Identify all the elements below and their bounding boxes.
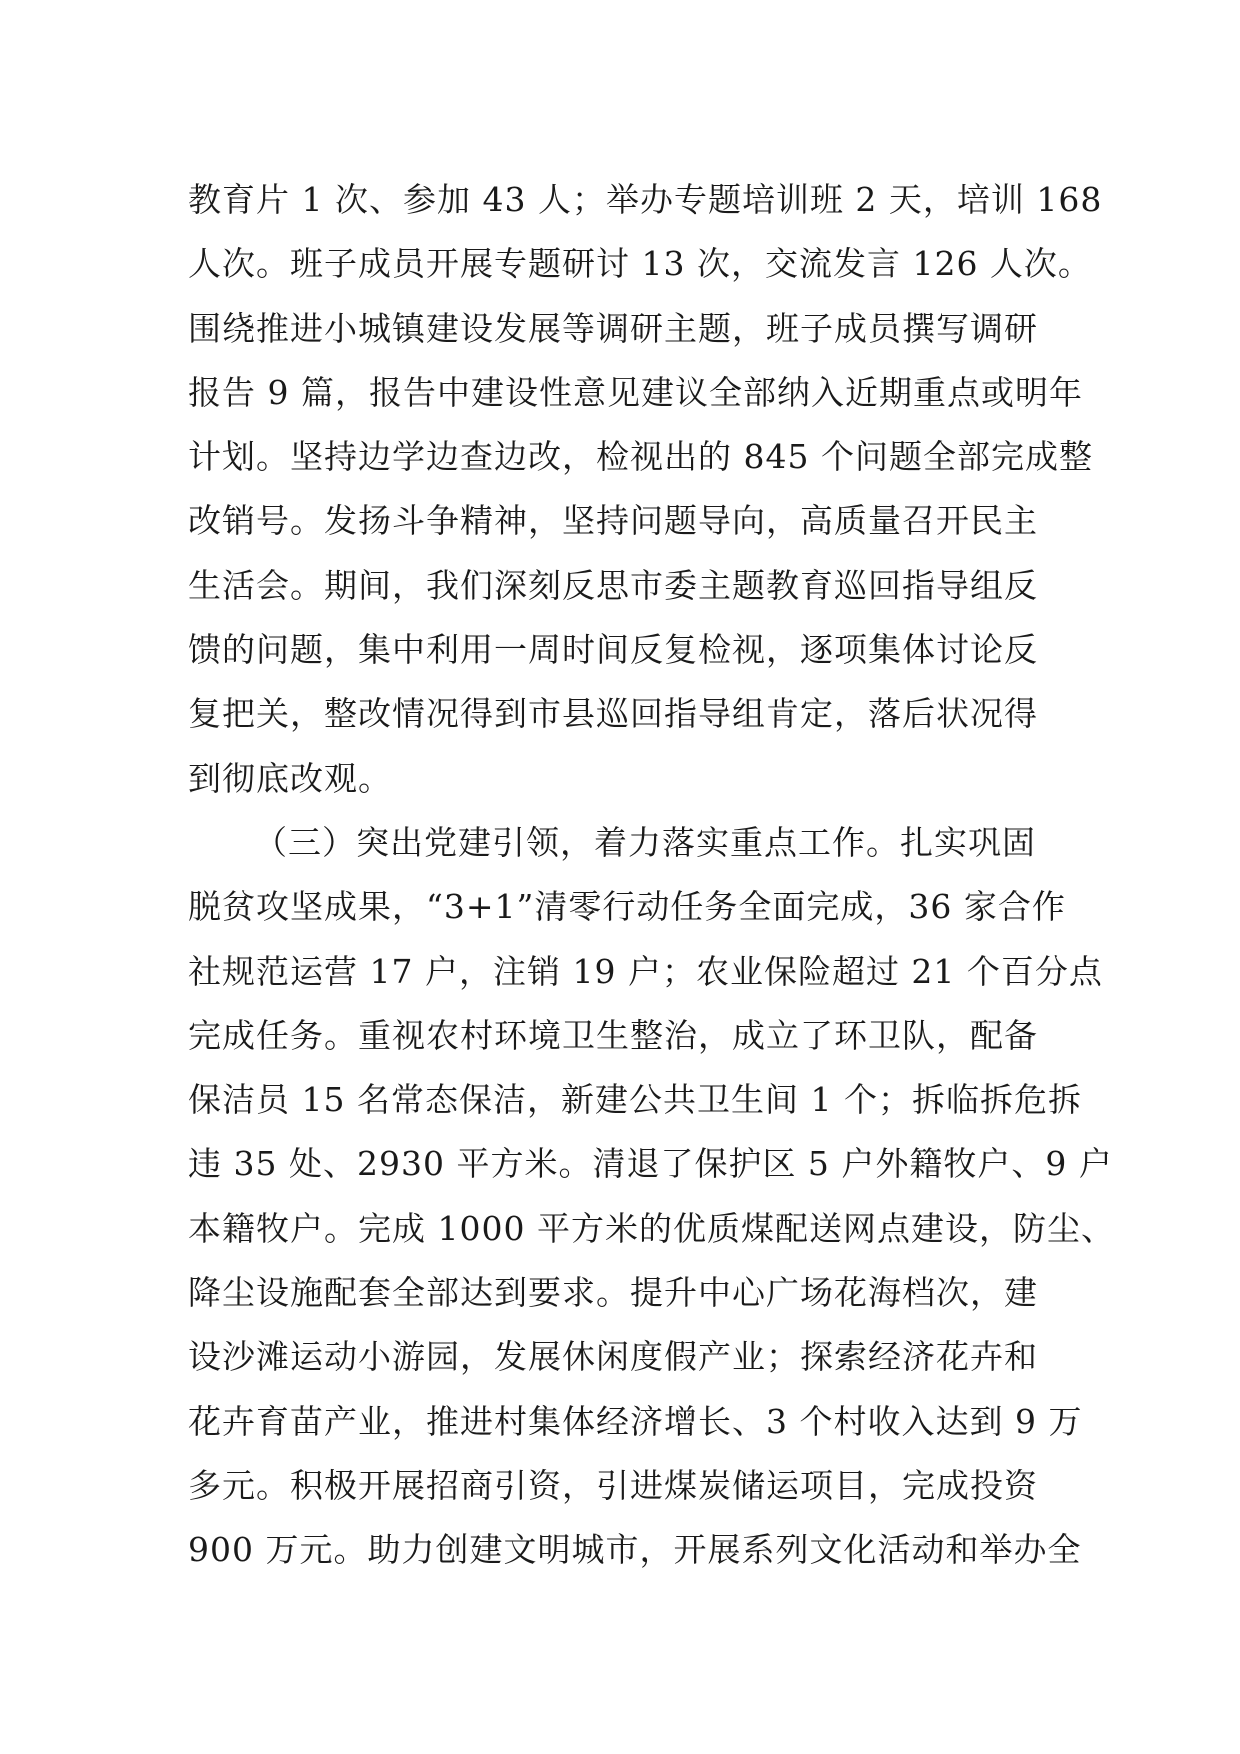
text-line: 保洁员 15 名常态保洁，新建公共卫生间 1 个；拆临拆危拆	[188, 1080, 1082, 1120]
paragraph-heading-line: （三）突出党建引领，着力落实重点工作。扎实巩固	[254, 822, 1036, 862]
text-line: 改销号。发扬斗争精神，坚持问题导向，高质量召开民主	[188, 501, 1038, 541]
text-line: 馈的问题，集中利用一周时间反复检视，逐项集体讨论反	[188, 630, 1038, 670]
text-line: 教育片 1 次、参加 43 人；举办专题培训班 2 天，培训 168	[188, 180, 1103, 219]
text-line: 脱贫攻坚成果，“3+1”清零行动任务全面完成，36 家合作	[188, 887, 1066, 927]
text-line: 900 万元。助力创建文明城市，开展系列文化活动和举办全	[188, 1530, 1082, 1570]
text-line: 设沙滩运动小游园，发展休闲度假产业；探索经济花卉和	[188, 1337, 1038, 1377]
document-body	[188, 168, 1115, 1583]
text-line: 社规范运营 17 户，注销 19 户；农业保险超过 21 个百分点	[188, 951, 1103, 991]
text-line: 完成任务。重视农村环境卫生整治，成立了环卫队，配备	[188, 1015, 1038, 1055]
text-line: 违 35 处、2930 平方米。清退了保护区 5 户外籍牧户、9 户	[188, 1144, 1113, 1184]
text-line: 生活会。期间，我们深刻反思市委主题教育巡回指导组反	[188, 565, 1038, 605]
text-line: 多元。积极开展招商引资，引进煤炭储运项目，完成投资	[188, 1465, 1038, 1505]
text-line: 花卉育苗产业，推进村集体经济增长、3 个村收入达到 9 万	[188, 1401, 1083, 1441]
text-line: 报告 9 篇，报告中建设性意见建议全部纳入近期重点或明年	[188, 372, 1083, 412]
text-line: 计划。坚持边学边查边改，检视出的 845 个问题全部完成整	[188, 437, 1093, 477]
text-line: 本籍牧户。完成 1000 平方米的优质煤配送网点建设，防尘、	[188, 1208, 1115, 1248]
text-line: 围绕推进小城镇建设发展等调研主题，班子成员撰写调研	[188, 308, 1038, 348]
text-line: 复把关，整改情况得到市县巡回指导组肯定，落后状况得	[188, 694, 1038, 734]
text-line: 降尘设施配套全部达到要求。提升中心广场花海档次，建	[188, 1273, 1038, 1313]
text-line: 到彻底改观。	[188, 758, 392, 798]
text-line: 人次。班子成员开展专题研讨 13 次，交流发言 126 人次。	[188, 244, 1092, 284]
